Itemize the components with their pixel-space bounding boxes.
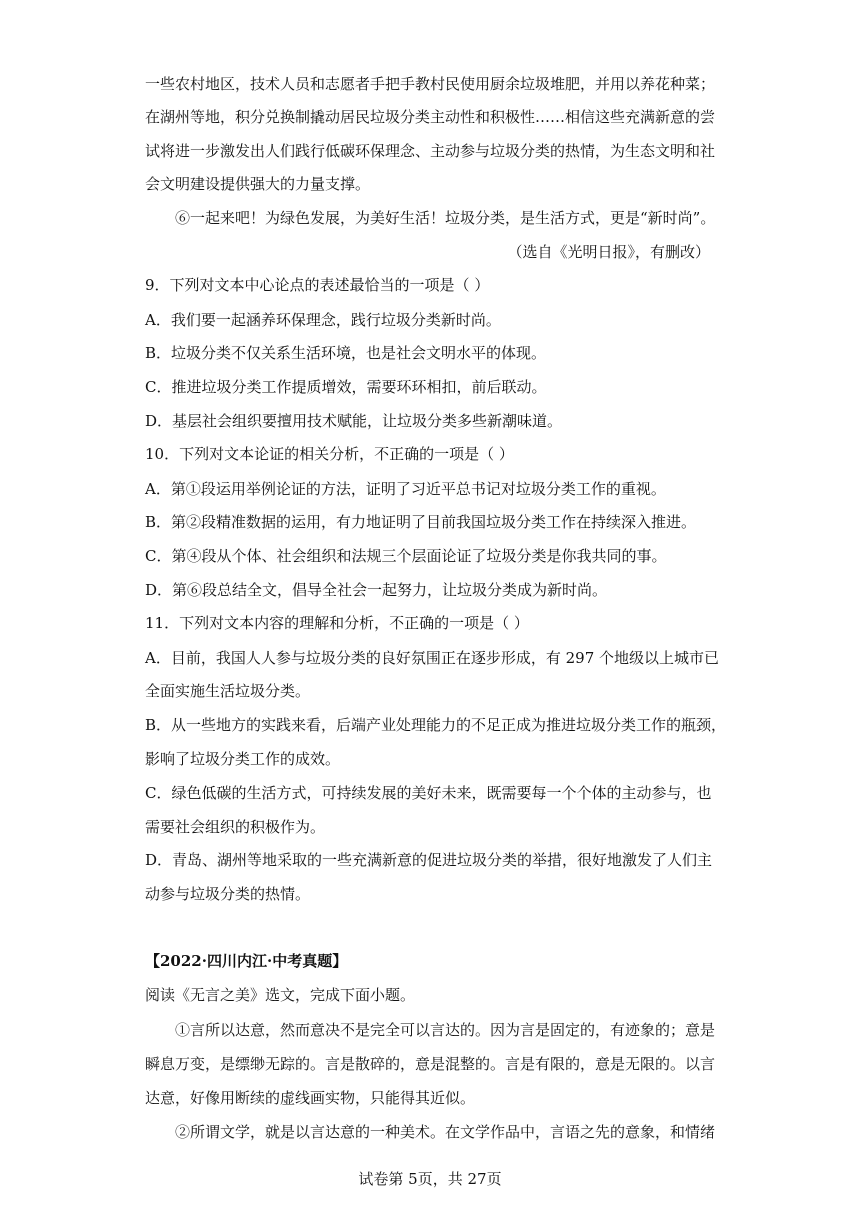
question-11-option-a: A．目前，我国人人参与垃圾分类的良好氛围正在逐步形成，有 297 个地级以上城市已	[145, 649, 720, 667]
question-9-option-a: A．我们要一起涵养环保理念，践行垃圾分类新时尚。	[145, 311, 501, 329]
question-11-option-d: D．青岛、湖州等地采取的一些充满新意的促进垃圾分类的举措，很好地激发了人们主	[145, 851, 713, 869]
question-11-option-b: B．从一些地方的实践来看，后端产业处理能力的不足正成为推进垃圾分类工作的瓶颈，	[145, 716, 727, 734]
question-9-option-b: B．垃圾分类不仅关系生活环境，也是社会文明水平的体现。	[145, 344, 547, 362]
text-line: 会文明建设提供强大的力量支撑。	[145, 175, 371, 193]
paragraph-6: ⑥一起来吧！为绿色发展，为美好生活！垃圾分类，是生活方式，更是“新时尚”。	[175, 209, 716, 227]
section-heading: 【2022·四川内江·中考真题】	[145, 952, 348, 970]
text-line: ①言所以达意，然而意决不是完全可以言达的。因为言是固定的，有迹象的；意是	[175, 1021, 716, 1039]
question-11-option-c: C．绿色低碳的生活方式，可持续发展的美好未来，既需要每一个个体的主动参与，也	[145, 784, 712, 802]
question-11-option-a-cont: 全面实施生活垃圾分类。	[145, 682, 311, 700]
question-10-option-d: D．第⑥段总结全文，倡导全社会一起努力，让垃圾分类成为新时尚。	[145, 581, 608, 599]
text-line: 瞬息万变，是缥缈无踪的。言是散碎的，意是混整的。言是有限的，意是无限的。以言	[145, 1055, 716, 1073]
reading-instruction: 阅读《无言之美》选文，完成下面小题。	[145, 986, 416, 1004]
question-10-stem: 10．下列对文本论证的相关分析，不正确的一项是（ ）	[145, 445, 514, 463]
question-11-option-c-cont: 需要社会组织的积极作为。	[145, 818, 326, 836]
question-11-option-d-cont: 动参与垃圾分类的热情。	[145, 885, 311, 903]
text-line: 达意，好像用断续的虚线画实物，只能得其近似。	[145, 1089, 476, 1107]
page-footer: 试卷第 5页，共 27页	[358, 1170, 502, 1188]
question-11-stem: 11．下列对文本内容的理解和分析，不正确的一项是（ ）	[145, 614, 529, 632]
question-10-option-a: A．第①段运用举例论证的方法，证明了习近平总书记对垃圾分类工作的重视。	[145, 480, 666, 498]
source-citation: （选自《光明日报》，有删改）	[507, 243, 710, 261]
question-11-option-b-cont: 影响了垃圾分类工作的成效。	[145, 750, 341, 768]
question-9-option-c: C．推进垃圾分类工作提质增效，需要环环相扣，前后联动。	[145, 378, 547, 396]
question-10-option-b: B．第②段精准数据的运用，有力地证明了目前我国垃圾分类工作在持续深入推进。	[145, 513, 697, 531]
text-line: 一些农村地区，技术人员和志愿者手把手教村民使用厨余垃圾堆肥，并用以养花种菜；	[145, 75, 716, 93]
text-line: 试将进一步激发出人们践行低碳环保理念、主动参与垃圾分类的热情，为生态文明和社	[145, 142, 716, 160]
text-line: 在湖州等地，积分兑换制撬动居民垃圾分类主动性和积极性……相信这些充满新意的尝	[145, 108, 716, 126]
question-9-stem: 9．下列对文本中心论点的表述最恰当的一项是（ ）	[145, 276, 490, 294]
question-9-option-d: D．基层社会组织要擅用技术赋能，让垃圾分类多些新潮味道。	[145, 412, 563, 430]
question-10-option-c: C．第④段从个体、社会组织和法规三个层面论证了垃圾分类是你我共同的事。	[145, 547, 667, 565]
text-line: ②所谓文学，就是以言达意的一种美术。在文学作品中，言语之先的意象，和情绪	[175, 1123, 716, 1141]
